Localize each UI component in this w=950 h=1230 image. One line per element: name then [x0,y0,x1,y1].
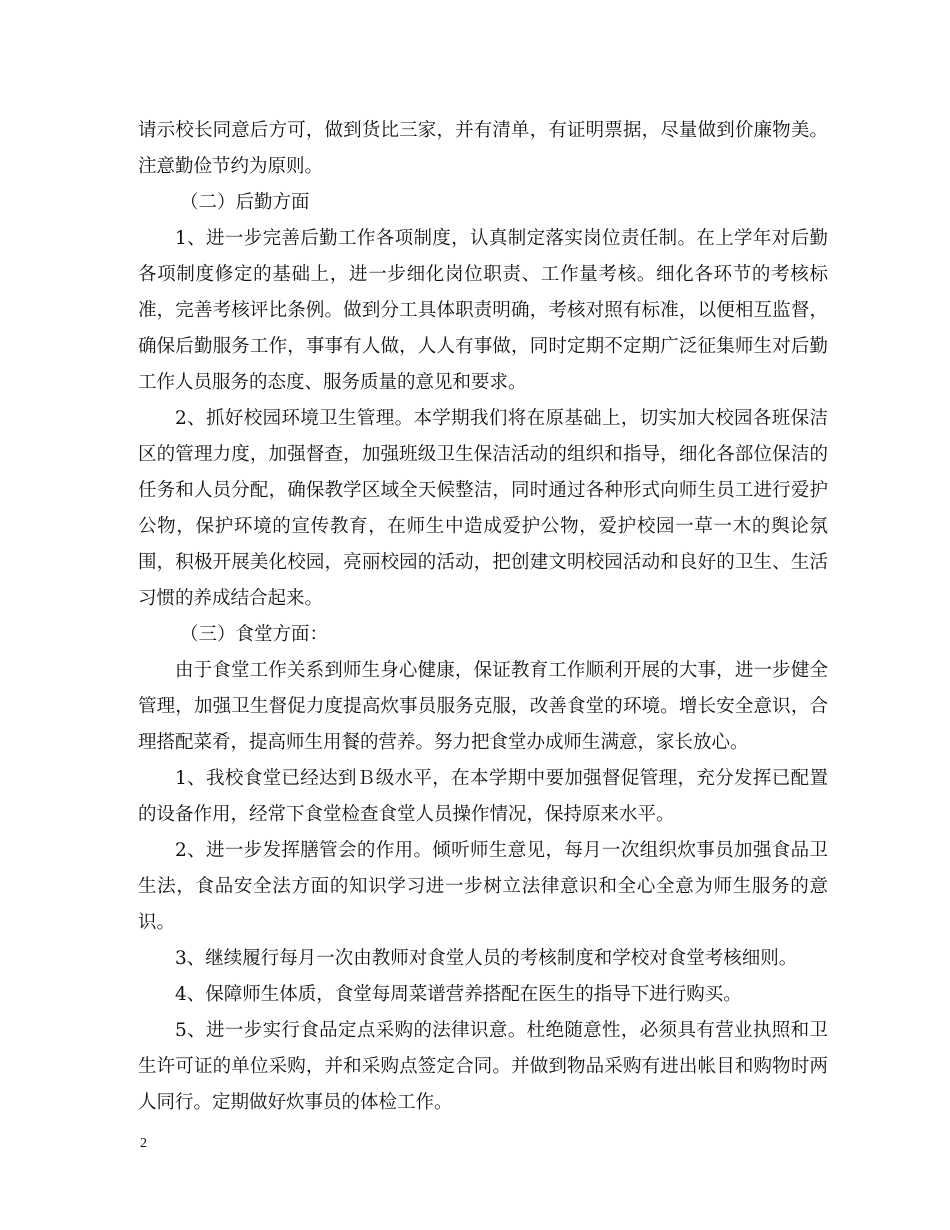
paragraph-logistics-2: 2、抓好校园环境卫生管理。本学期我们将在原基础上，切实加大校园各班保洁区的管理力度，加强督查，加强班级卫生保洁活动的组织和指导，细化各部位保洁的任务和人员分配，确保教学区域全天候整洁，同时通过各种形式向师生员工进行爱护公物，保护环境的宣传教育，在师生中造成爱护公物，爱护校园一草一木的舆论氛围，积极开展美化校园，亮丽校园的活动，把创建文明校园活动和良好的卫生、生活习惯的养成结合起来。 [138,408,828,609]
document-body [138,113,828,1121]
page-number: 2 [140,1136,147,1151]
paragraph-canteen-intro: 由于食堂工作关系到师生身心健康，保证教育工作顺利开展的大事，进一步健全管理，加强卫生督促力度提高炊事员服务克服，改善食堂的环境。增长安全意识，合理搭配菜肴，提高师生用餐的营养。努力把食堂办成师生满意，家长放心。 [138,660,828,753]
paragraph-canteen-3: 3、继续履行每月一次由教师对食堂人员的考核制度和学校对食堂考核细则。 [175,948,798,969]
section-heading-canteen: （三）食堂方面： [180,624,329,645]
paragraph-canteen-5: 5、进一步实行食品定点采购的法律识意。杜绝随意性，必须具有营业执照和卫生许可证的单位采购，并和采购点签定合同。并做到物品采购有进出帐目和购物时两人同行。定期做好炊事员的体检工作。 [138,1020,828,1113]
paragraph-procurement-principle: 请示校长同意后方可，做到货比三家，并有清单，有证明票据，尽量做到价廉物美。注意勤俭节约为原则。 [138,120,828,177]
paragraph-logistics-1: 1、进一步完善后勤工作各项制度，认真制定落实岗位责任制。在上学年对后勤各项制度修定的基础上，进一步细化岗位职责、工作量考核。细化各环节的考核标准，完善考核评比条例。做到分工具体职责明确，考核对照有标准，以便相互监督，确保后勤服务工作，事事有人做，人人有事做，同时定期不定期广泛征集师生对后勤工作人员服务的态度、服务质量的意见和要求。 [138,228,828,393]
paragraph-canteen-1: 1、我校食堂已经达到Ｂ级水平，在本学期中要加强督促管理，充分发挥已配置的设备作用，经常下食堂检查食堂人员操作情况，保持原来水平。 [138,768,828,825]
paragraph-canteen-4: 4、保障师生体质，食堂每周菜谱营养搭配在医生的指导下进行购买。 [175,984,742,1005]
paragraph-canteen-2: 2、进一步发挥膳管会的作用。倾听师生意见，每月一次组织炊事员加强食品卫生法，食品安全法方面的知识学习进一步树立法律意识和全心全意为师生服务的意识。 [138,840,828,933]
section-heading-logistics: （二）后勤方面 [180,192,310,213]
